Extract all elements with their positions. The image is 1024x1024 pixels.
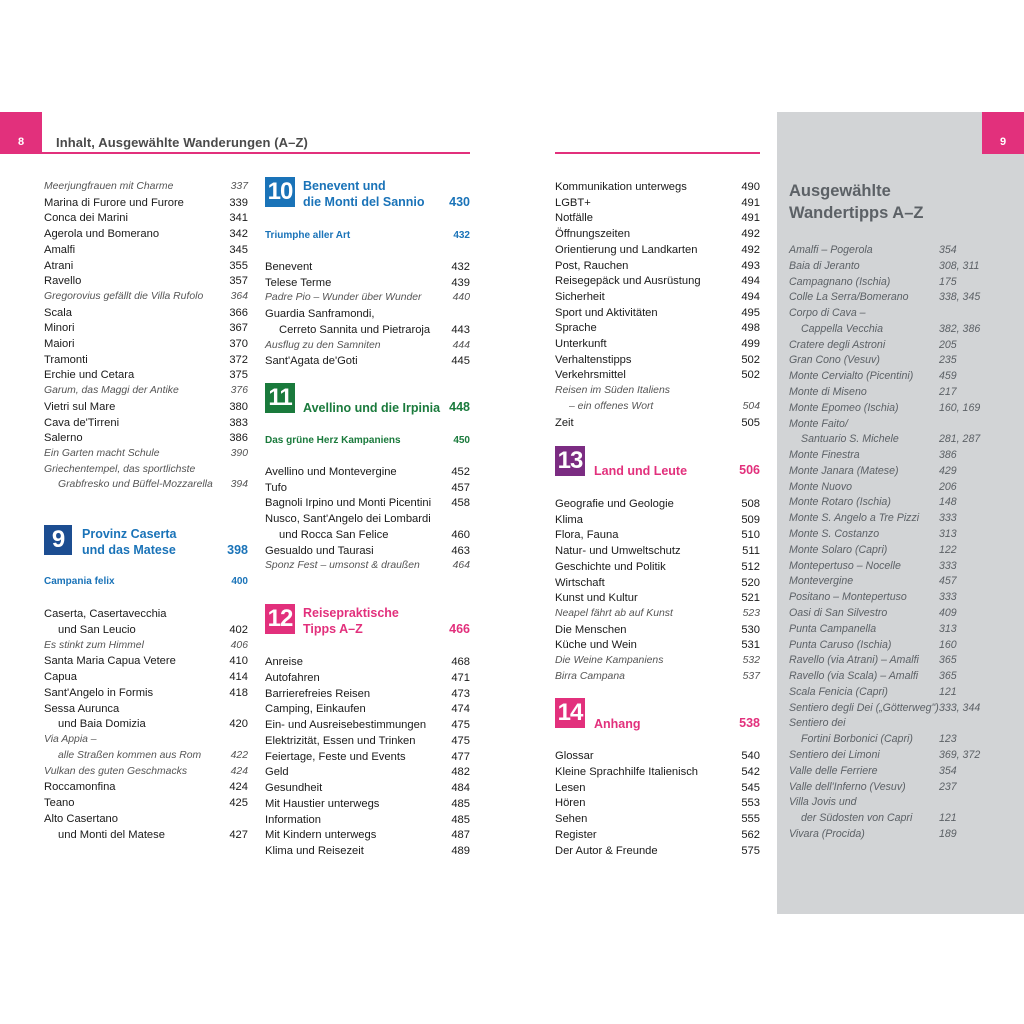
wandertipp-page: 354 [939, 764, 957, 777]
wandertipp-page: 160, 169 [939, 401, 981, 414]
wandertipp-title: Amalfi – Pogerola [789, 244, 873, 256]
toc-entry-title: LGBT+ [555, 196, 591, 209]
left-page-number: 8 [18, 136, 25, 148]
toc-entry-page: 345 [229, 243, 248, 256]
toc-entry-title: Flora, Fauna [555, 529, 619, 542]
toc-entry-title: Sicherheit [555, 290, 605, 303]
toc-entry-title: Ravello [44, 275, 82, 288]
wandertipp-title: Gran Cono (Vesuv) [789, 354, 880, 367]
toc-entry-title: Conca dei Marini [44, 212, 128, 225]
toc-entry-title: Amalfi [44, 243, 76, 256]
wandertipp-title: Monte S. Angelo a Tre Pizzi [789, 512, 920, 525]
toc-entry-page: 376 [230, 385, 248, 397]
toc-entry-page: 491 [741, 196, 760, 209]
toc-entry-title: Verhaltenstipps [555, 353, 632, 366]
toc-entry-title: Telese Terme [265, 276, 332, 289]
toc-entry-page: 380 [229, 400, 248, 413]
toc-entry-title: Cerreto Sannita und Pietraroja [279, 323, 431, 336]
toc-entry-page: 444 [452, 339, 470, 351]
toc-entry-title: Minori [44, 322, 75, 335]
wandertipp-title: Cratere degli Astroni [789, 338, 886, 351]
wandertipp-title: Valle dell'Inferno (Vesuv) [789, 780, 906, 793]
toc-entry-page: 523 [742, 607, 760, 619]
wandertipp-title: Punta Caruso (Ischia) [789, 638, 892, 651]
toc-entry-title: Bagnoli Irpino und Monti Picentini [265, 497, 432, 510]
wandertipp-title: der Südosten von Capri [801, 812, 913, 825]
toc-entry-page: 420 [229, 718, 248, 731]
toc-entry-title: Caserta, Casertavecchia [44, 608, 167, 620]
toc-entry-title: Meerjungfrauen mit Charme [44, 181, 174, 192]
chapter-number-box: 14 [555, 698, 585, 728]
toc-entry-title: und San Leucio [58, 623, 136, 636]
wandertipp-page: 175 [939, 275, 957, 288]
toc-entry-page: 562 [741, 828, 760, 841]
wandertipp-title: Oasi di San Silvestro [789, 606, 888, 619]
toc-entry-title: Sehen [555, 813, 588, 825]
toc-entry-page: 386 [229, 432, 248, 445]
wandertipp-page: 354 [939, 244, 957, 256]
toc-entry-page: 342 [229, 228, 248, 241]
toc-entry-page: 341 [229, 212, 248, 225]
toc-entry-title: Glossar [555, 750, 594, 762]
wandertipp-title: Monte Janara (Matese) [789, 464, 899, 477]
toc-entry-title: Padre Pio – Wunder über Wunder [265, 292, 422, 304]
wandertipp-page: 235 [939, 354, 957, 367]
toc-entry-page: 532 [742, 655, 760, 666]
toc-entry-page: 531 [741, 639, 760, 652]
toc-entry-page: 493 [741, 259, 760, 272]
wandertipp-page: 121 [939, 812, 957, 825]
toc-entry-title: Roccamonfina [44, 781, 116, 794]
wandertipp-title: Cappella Vecchia [801, 322, 884, 335]
toc-entry-page: 445 [451, 355, 470, 368]
wandertipp-title: Baia di Jeranto [789, 259, 860, 272]
toc-entry-title: Teano [44, 797, 75, 809]
toc-entry-title: Neapel fährt ab auf Kunst [555, 607, 673, 619]
toc-entry-page: 439 [451, 276, 470, 289]
toc-entry-title: Klima [555, 513, 583, 526]
toc-entry-title: Sant'Agata de'Goti [265, 355, 358, 368]
chapter-number-box: 12 [265, 604, 295, 634]
toc-entry-page: 505 [741, 416, 760, 429]
wandertipp-page: 429 [939, 464, 957, 477]
page-title: Inhalt, Ausgewählte Wanderungen (A–Z) [56, 135, 308, 150]
chapter-number-box: 13 [555, 446, 585, 476]
toc-entry-page: 375 [229, 369, 248, 382]
toc-entry-page: 452 [451, 466, 470, 478]
wandertipp-page: 333, 344 [939, 701, 981, 714]
wandertipp-page: 333 [939, 512, 957, 525]
toc-entry-title: Santa Maria Capua Vetere [44, 655, 176, 668]
toc-entry-page: 495 [741, 306, 760, 319]
toc-entry-title: Tufo [265, 481, 287, 494]
toc-entry-title: Öffnungszeiten [555, 228, 631, 241]
toc-entry-page: 440 [452, 292, 470, 304]
toc-entry-page: 491 [741, 212, 760, 225]
toc-entry-page: 521 [741, 592, 760, 605]
wandertipp-page: 457 [939, 575, 957, 588]
toc-entry-title: und Baia Domizia [58, 718, 146, 731]
wandertipp-page: 459 [939, 370, 957, 383]
toc-entry-title: Via Appia – [44, 734, 97, 745]
wandertipp-title: Monte Cervialto (Picentini) [789, 370, 914, 383]
toc-entry-page: 473 [451, 687, 470, 700]
toc-entry-title: Kleine Sprachhilfe Italienisch [555, 765, 699, 778]
toc-entry-page: 410 [229, 655, 248, 668]
toc-entry-title: und Monti del Matese [58, 828, 165, 841]
wandertipp-title: Campagnano (Ischia) [789, 275, 891, 288]
wandertipp-title: Positano – Montepertuso [789, 591, 907, 604]
toc-entry-title: Grabfresko und Büffel-Mozzarella [58, 479, 213, 491]
chapter-title[interactable]: Provinz Caserta und das Matese [82, 527, 177, 557]
wandertipp-title: Monte Epomeo (Ischia) [789, 401, 899, 414]
toc-entry-page: 406 [230, 639, 248, 651]
chapter-page: 398 [227, 543, 248, 557]
toc-entry-title: Salerno [44, 432, 83, 445]
toc-entry-title: – ein offenes Wort [569, 400, 654, 412]
toc-entry-page: 490 [741, 181, 760, 193]
header-rule-right [555, 152, 760, 154]
toc-entry-title: Klima und Reisezeit [265, 845, 364, 857]
wandertipp-page: 281, 287 [939, 433, 981, 446]
toc-entry-page: 402 [229, 623, 248, 636]
toc-entry-page: 499 [741, 338, 760, 350]
toc-entry-title: Kunst und Kultur [555, 592, 638, 605]
toc-entry-title: Ein Garten macht Schule [44, 447, 160, 459]
wandertipp-title: Monte Faito/ [789, 417, 848, 430]
toc-entry-page: 383 [229, 416, 248, 429]
toc-entry-title: Tramonti [44, 353, 88, 366]
toc-entry-page: 457 [451, 481, 470, 494]
toc-entry-title: Sant'Angelo in Formis [44, 686, 154, 699]
wandertipp-page: 313 [939, 622, 957, 635]
toc-entry-page: 471 [451, 671, 470, 684]
toc-entry-title: Orientierung und Landkarten [555, 243, 698, 256]
toc-entry-page: 520 [741, 576, 760, 589]
toc-entry-title: Atrani [44, 259, 74, 272]
toc-entry-title: Post, Rauchen [555, 259, 629, 272]
chapter-page: 506 [739, 463, 760, 477]
toc-entry-page: 508 [741, 498, 760, 510]
toc-entry-page: 492 [741, 243, 760, 256]
wandertipp-page: 338, 345 [939, 291, 981, 304]
wandertipp-title: Vivara (Procida) [789, 827, 865, 840]
toc-entry-page: 575 [741, 844, 760, 857]
toc-entry-page: 494 [741, 275, 760, 288]
toc-entry-title: Vietri sul Mare [44, 400, 116, 413]
toc-entry-title: Zeit [555, 416, 574, 429]
toc-entry-title: alle Straßen kommen aus Rom [58, 749, 202, 761]
toc-entry-title: Avellino und Montevergine [265, 466, 397, 478]
wandertipp-title: Monte S. Costanzo [789, 528, 880, 541]
toc-entry-page: 370 [229, 338, 248, 350]
toc-entry-title: Gregorovius gefällt die Villa Rufolo [44, 290, 204, 302]
toc-entry-page: 424 [230, 765, 248, 777]
toc-entry-title: Mit Haustier unterwegs [265, 797, 380, 810]
chapter-number-box: 10 [265, 177, 295, 207]
toc-entry-title: Vulkan des guten Geschmacks [44, 765, 188, 777]
wandertipp-title: Fortini Borbonici (Capri) [801, 733, 913, 746]
toc-entry-title: Sprache [555, 322, 597, 335]
toc-entry-page: 394 [230, 479, 248, 491]
toc-entry-title: Griechentempel, das sportlichste [44, 463, 196, 475]
wandertipp-title: Monte Solaro (Capri) [789, 543, 888, 556]
toc-entry-title: Mit Kindern unterwegs [265, 829, 377, 842]
wandertipp-title: Montevergine [789, 575, 854, 588]
toc-entry-page: 502 [741, 369, 760, 382]
wandertipp-page: 206 [939, 480, 957, 493]
toc-entry-page: 487 [451, 829, 470, 842]
wandertipp-title: Monte Nuovo [789, 480, 853, 493]
wandertipp-page: 308, 311 [939, 259, 980, 272]
toc-entry-page: 464 [452, 560, 470, 572]
toc-entry-title: Der Autor & Freunde [555, 844, 658, 857]
chapter-page: 448 [449, 400, 470, 414]
wandertipp-title: Colle La Serra/Bomerano [789, 291, 909, 304]
chapter-title[interactable]: Benevent und die Monti del Sannio [303, 179, 425, 209]
header-rule-left [42, 152, 470, 154]
toc-entry-page: 484 [451, 782, 470, 794]
toc-entry-title: Elektrizität, Essen und Trinken [265, 734, 416, 747]
toc-entry-page: 443 [451, 323, 470, 336]
toc-entry-page: 425 [229, 797, 248, 809]
wandertipp-title: Villa Jovis und [789, 796, 857, 809]
chapter-number-box: 9 [44, 525, 72, 555]
toc-entry-title: Küche und Wein [555, 639, 637, 652]
toc-entry-title: Unterkunft [555, 338, 607, 350]
toc-entry-title: Cava de'Tirreni [44, 416, 120, 429]
toc-entry-page: 458 [451, 497, 470, 510]
chapter-number-box: 11 [265, 383, 295, 413]
toc-entry-title: Erchie und Cetara [44, 369, 135, 382]
toc-entry-title: Capua [44, 671, 77, 683]
chapter-title[interactable]: Reisepraktische Tipps A–Z [303, 606, 399, 636]
toc-entry-page: 509 [741, 513, 760, 526]
toc-entry-page: 463 [451, 544, 470, 557]
chapter-page: 466 [449, 622, 470, 636]
wandertipp-title: Montepertuso – Nocelle [789, 559, 901, 572]
wandertipp-page: 160 [939, 638, 957, 651]
toc-entry-page: 427 [229, 828, 248, 841]
toc-entry-page: 494 [741, 290, 760, 303]
toc-entry-page: 502 [741, 353, 760, 366]
toc-entry-page: 432 [451, 261, 470, 273]
toc-entry-page: 422 [230, 749, 248, 761]
toc-entry-page: 367 [229, 322, 248, 335]
chapter-page: 430 [449, 195, 470, 209]
wandertipp-title: Punta Campanella [789, 622, 877, 635]
toc-entry-page: 366 [229, 306, 248, 319]
toc-entry-page: 337 [230, 181, 248, 192]
wandertipp-page: 409 [939, 606, 957, 619]
left-page-number-tab [0, 112, 42, 154]
wandertipp-page: 313 [939, 528, 957, 541]
toc-entry-page: 512 [741, 560, 760, 573]
wandertipp-page: 189 [939, 827, 957, 840]
toc-entry-title: Wirtschaft [555, 576, 605, 589]
toc-entry-page: 553 [741, 797, 760, 810]
toc-entry-page: 475 [451, 734, 470, 747]
wandertipp-page: 386 [939, 449, 957, 462]
wandertipp-title: Santuario S. Michele [801, 433, 899, 446]
chapter-title[interactable]: Land und Leute [594, 464, 688, 478]
toc-entry-title: Sport und Aktivitäten [555, 306, 658, 319]
toc-entry-title: Scala [44, 306, 72, 319]
toc-entry-title: Sessa Aurunca [44, 702, 120, 715]
toc-entry-page: 468 [451, 656, 470, 668]
toc-entry-page: 485 [451, 797, 470, 810]
toc-entry-title: Ausflug zu den Samniten [265, 339, 381, 351]
toc-entry-title: Hören [555, 797, 586, 810]
toc-entry-page: 460 [451, 528, 470, 541]
wandertipp-page: 333 [939, 591, 957, 604]
toc-entry-page: 482 [451, 766, 470, 779]
wandertipp-page: 148 [939, 496, 957, 509]
toc-entry-title: Gesundheit [265, 782, 323, 794]
toc-entry-title: Sponz Fest – umsonst & draußen [265, 560, 420, 572]
wandertipp-title: Ravello (via Scala) – Amalfi [789, 670, 919, 683]
right-page-number: 9 [1000, 136, 1007, 148]
toc-entry-title: Die Menschen [555, 623, 627, 636]
toc-entry-title: Geschichte und Politik [555, 560, 666, 573]
toc-entry-page: 424 [229, 781, 248, 794]
toc-entry-title: Geografie und Geologie [555, 498, 674, 510]
toc-entry-title: Gesualdo und Taurasi [265, 544, 374, 557]
toc-entry-title: Die Weine Kampaniens [555, 655, 664, 666]
toc-entry-page: 414 [229, 671, 248, 683]
toc-entry-page: 542 [741, 765, 760, 778]
toc-entry-title: Autofahren [265, 671, 320, 684]
sidebar-title: Ausgewählte Wandertipps A–Z [789, 182, 924, 222]
toc-entry-page: 545 [741, 781, 760, 794]
toc-entry-page: 364 [230, 290, 248, 302]
toc-entry-title: Garum, das Maggi der Antike [44, 385, 179, 397]
toc-entry-title: Information [265, 813, 321, 826]
toc-entry-page: 489 [451, 845, 470, 857]
wandertipp-title: Sentiero degli Dei („Götterweg") [789, 701, 939, 714]
toc-entry-page: 498 [741, 322, 760, 335]
chapter-title[interactable]: Anhang [594, 717, 641, 731]
toc-entry-title: Marina di Furore und Furore [44, 196, 184, 209]
toc-entry-page: 510 [741, 529, 760, 542]
wandertipp-page: 217 [939, 386, 957, 399]
wandertipp-title: Valle delle Ferriere [789, 764, 878, 777]
toc-entry-title: Camping, Einkaufen [265, 703, 366, 716]
toc-entry-page: 530 [741, 623, 760, 636]
toc-entry-page: 390 [230, 447, 248, 459]
toc-entry-page: 418 [229, 686, 248, 699]
toc-entry-title: Anreise [265, 656, 303, 668]
toc-entry-title: Es stinkt zum Himmel [44, 639, 144, 651]
right-page-number-tab [982, 112, 1024, 154]
toc-entry-title: Lesen [555, 781, 586, 794]
toc-entry-title: Guardia Sanframondi, [265, 308, 375, 321]
wandertipp-page: 123 [939, 733, 957, 746]
wandertipp-title: Sentiero dei Limoni [789, 748, 880, 761]
wandertipp-title: Sentiero dei [789, 717, 846, 730]
toc-entry-title: Geld [265, 766, 289, 779]
toc-entry-title: Birra Campana [555, 670, 625, 682]
toc-entry-title: Nusco, Sant'Angelo dei Lombardi [265, 513, 431, 526]
toc-entry-title: Register [555, 828, 597, 841]
toc-entry-title: und Rocca San Felice [279, 528, 389, 541]
toc-entry-title: Feiertage, Feste und Events [265, 750, 406, 763]
toc-entry-page: 540 [741, 750, 760, 762]
toc-entry-page: 357 [229, 275, 248, 288]
toc-entry-page: 485 [451, 813, 470, 826]
wandertipp-page: 369, 372 [939, 748, 981, 761]
toc-entry-title: Alto Casertano [44, 812, 119, 825]
toc-entry-page: 339 [229, 196, 248, 209]
chapter-page: 538 [739, 716, 760, 730]
toc-entry-title: Maiori [44, 338, 75, 350]
wandertipp-title: Scala Fenicia (Capri) [789, 685, 888, 698]
toc-entry-page: 492 [741, 228, 760, 241]
wandertipp-page: 122 [939, 543, 957, 556]
toc-entry-page: 511 [742, 545, 760, 558]
wandertipp-page: 365 [939, 670, 957, 683]
toc-entry-title: Barrierefreies Reisen [265, 687, 371, 700]
wandertipp-page: 205 [939, 338, 957, 351]
wandertipp-page: 365 [939, 654, 957, 667]
wandertipp-title: Monte di Miseno [789, 386, 867, 399]
toc-entry-page: 477 [451, 750, 470, 763]
toc-entry-title: Reisegepäck und Ausrüstung [555, 275, 701, 288]
toc-entry-page: 537 [742, 670, 760, 682]
wandertipp-page: 121 [939, 685, 957, 698]
toc-entry-page: 555 [741, 813, 760, 825]
toc-entry-title: Reisen im Süden Italiens [555, 385, 670, 397]
toc-entry-page: 475 [451, 719, 470, 731]
toc-entry-title: Verkehrsmittel [555, 369, 626, 382]
toc-entry-title: Agerola und Bomerano [44, 228, 160, 241]
toc-entry-title: Ein- und Ausreisebestimmungen [265, 719, 427, 731]
wandertipp-page: 333 [939, 559, 957, 572]
wandertipp-page: 382, 386 [939, 322, 981, 335]
wandertipp-page: 237 [939, 780, 957, 793]
toc-entry-title: Notfälle [555, 212, 593, 225]
toc-entry-page: 355 [229, 259, 248, 272]
wandertipp-title: Monte Finestra [789, 449, 860, 462]
wandertipp-title: Ravello (via Atrani) – Amalfi [789, 654, 919, 667]
wandertipp-title: Monte Rotaro (Ischia) [789, 496, 891, 509]
toc-entry-title: Natur- und Umweltschutz [555, 545, 681, 558]
toc-entry-title: Benevent [265, 261, 313, 273]
wandertipp-title: Corpo di Cava – [789, 307, 866, 320]
toc-entry-page: 504 [742, 400, 760, 412]
toc-entry-page: 372 [229, 353, 248, 366]
toc-entry-page: 474 [451, 703, 470, 716]
chapter-title[interactable]: Avellino und die Irpinia [303, 401, 441, 415]
toc-entry-title: Kommunikation unterwegs [555, 181, 687, 193]
